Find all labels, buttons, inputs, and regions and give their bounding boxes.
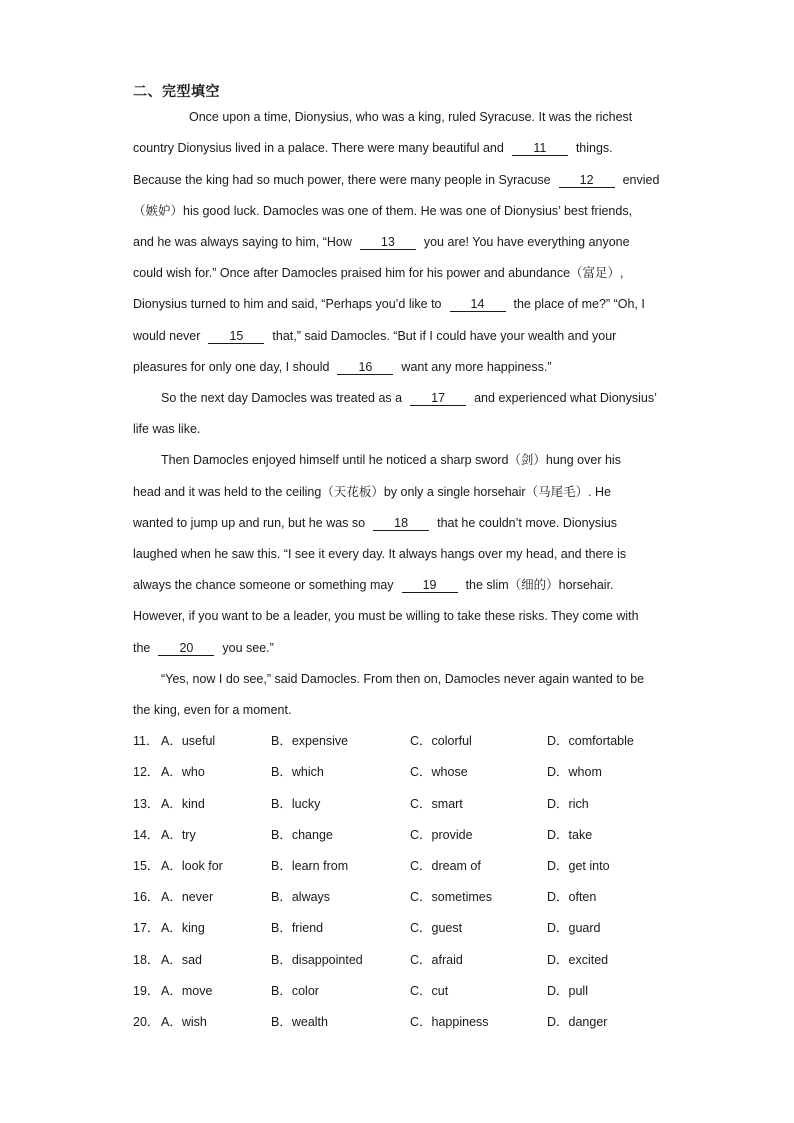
option-d[interactable]: D．whom — [547, 765, 602, 779]
option-row-17: 17． A．king B．friend C．guest D．guard — [133, 918, 693, 938]
option-row-20: 20． A．wish B．wealth C．happiness D．danger — [133, 1012, 693, 1032]
option-d[interactable]: D．danger — [547, 1015, 608, 1029]
option-d[interactable]: D．take — [547, 828, 593, 842]
option-b[interactable]: B．learn from — [271, 859, 349, 873]
passage-line: always the chance someone or something may 19 the slim（细的）horsehair. — [133, 578, 614, 592]
passage-line: and he was always saying to him, “How 13 you are! You have everything anyone — [133, 235, 630, 249]
option-row-11: 11． A．useful B．expensive C．colorful D．comfortable — [133, 731, 693, 751]
option-row-18: 18． A．sad B．disappointed C．afraid D．excited — [133, 950, 693, 970]
option-c[interactable]: C．smart — [410, 797, 463, 811]
option-c[interactable]: C．whose — [410, 765, 468, 779]
passage-line: Then Damocles enjoyed himself until he noticed a sharp sword（剑）hung over his — [161, 453, 621, 467]
option-a[interactable]: A．who — [161, 765, 205, 779]
passage-line: life was like. — [133, 422, 201, 436]
option-row-12: 12． A．who B．which C．whose D．whom — [133, 762, 693, 782]
passage-line: pleasures for only one day, I should 16 want any more happiness.” — [133, 360, 552, 374]
passage-line: country Dionysius lived in a palace. There were many beautiful and 11 things. — [133, 141, 613, 155]
blank-20: 20 — [158, 641, 214, 656]
passage-line: “Yes, now I do see,” said Damocles. From then on, Damocles never again wanted to be — [161, 672, 645, 686]
option-c[interactable]: C．provide — [410, 828, 473, 842]
blank-13: 13 — [360, 235, 416, 250]
option-a[interactable]: A．kind — [161, 797, 205, 811]
option-row-15: 15． A．look for B．learn from C．dream of D．get into — [133, 856, 693, 876]
option-d[interactable]: D．pull — [547, 984, 588, 998]
blank-15: 15 — [208, 329, 264, 344]
option-b[interactable]: B．wealth — [271, 1015, 328, 1029]
passage-line: laughed when he saw this. “I see it every day. It always hangs over my head, and there is — [133, 547, 627, 561]
passage-line: Dionysius turned to him and said, “Perhaps you’d like to 14 the place of me?” “Oh, I — [133, 297, 645, 311]
option-b[interactable]: B．lucky — [271, 797, 321, 811]
option-a[interactable]: A．king — [161, 921, 205, 935]
option-a[interactable]: A．try — [161, 828, 196, 842]
option-d[interactable]: D．often — [547, 890, 597, 904]
option-row-14: 14． A．try B．change C．provide D．take — [133, 825, 693, 845]
option-b[interactable]: B．expensive — [271, 734, 349, 748]
option-b[interactable]: B．friend — [271, 921, 324, 935]
option-c[interactable]: C．dream of — [410, 859, 481, 873]
option-d[interactable]: D．comfortable — [547, 734, 634, 748]
option-row-19: 19． A．move B．color C．cut D．pull — [133, 981, 693, 1001]
section-title: 二、完型填空 — [133, 83, 220, 99]
option-b[interactable]: B．color — [271, 984, 319, 998]
option-c[interactable]: C．guest — [410, 921, 463, 935]
passage-line: could wish for.” Once after Damocles praised him for his power and abundance（富足）, — [133, 266, 624, 280]
option-a[interactable]: A．never — [161, 890, 214, 904]
option-d[interactable]: D．excited — [547, 953, 609, 967]
passage-line: Once upon a time, Dionysius, who was a king, ruled Syracuse. It was the richest — [189, 110, 633, 124]
option-a[interactable]: A．sad — [161, 953, 202, 967]
option-b[interactable]: B．change — [271, 828, 333, 842]
passage-line: Because the king had so much power, there were many people in Syracuse 12 envied — [133, 173, 660, 187]
option-b[interactable]: B．which — [271, 765, 324, 779]
passage-line: So the next day Damocles was treated as a 17 and experienced what Dionysius’ — [161, 391, 657, 405]
option-c[interactable]: C．cut — [410, 984, 449, 998]
passage-line: However, if you want to be a leader, you must be willing to take these risks. They come with — [133, 609, 639, 623]
option-a[interactable]: A．look for — [161, 859, 223, 873]
option-row-16: 16． A．never B．always C．sometimes D．often — [133, 887, 693, 907]
option-a[interactable]: A．move — [161, 984, 213, 998]
option-d[interactable]: D．guard — [547, 921, 601, 935]
option-row-13: 13． A．kind B．lucky C．smart D．rich — [133, 794, 693, 814]
option-a[interactable]: A．wish — [161, 1015, 207, 1029]
blank-16: 16 — [337, 360, 393, 375]
option-c[interactable]: C．afraid — [410, 953, 463, 967]
option-d[interactable]: D．rich — [547, 797, 589, 811]
blank-12: 12 — [559, 173, 615, 188]
option-d[interactable]: D．get into — [547, 859, 610, 873]
passage-line: the 20 you see.” — [133, 641, 274, 655]
option-b[interactable]: B．disappointed — [271, 953, 363, 967]
option-b[interactable]: B．always — [271, 890, 331, 904]
blank-19: 19 — [402, 578, 458, 593]
blank-11: 11 — [512, 141, 568, 156]
blank-17: 17 — [410, 391, 466, 406]
passage-line: the king, even for a moment. — [133, 703, 292, 717]
passage-line: wanted to jump up and run, but he was so 18 that he couldn’t move. Dionysius — [133, 516, 618, 530]
passage-line: （嫉妒）his good luck. Damocles was one of them. He was one of Dionysius’ best friends, — [133, 204, 633, 218]
option-c[interactable]: C．sometimes — [410, 890, 492, 904]
passage-line: would never 15 that,” said Damocles. “But if I could have your wealth and your — [133, 329, 617, 343]
option-c[interactable]: C．colorful — [410, 734, 472, 748]
blank-18: 18 — [373, 516, 429, 531]
option-c[interactable]: C．happiness — [410, 1015, 489, 1029]
blank-14: 14 — [450, 297, 506, 312]
option-a[interactable]: A．useful — [161, 734, 216, 748]
passage-line: head and it was held to the ceiling（天花板）by only a single horsehair（马尾毛）. He — [133, 485, 611, 499]
